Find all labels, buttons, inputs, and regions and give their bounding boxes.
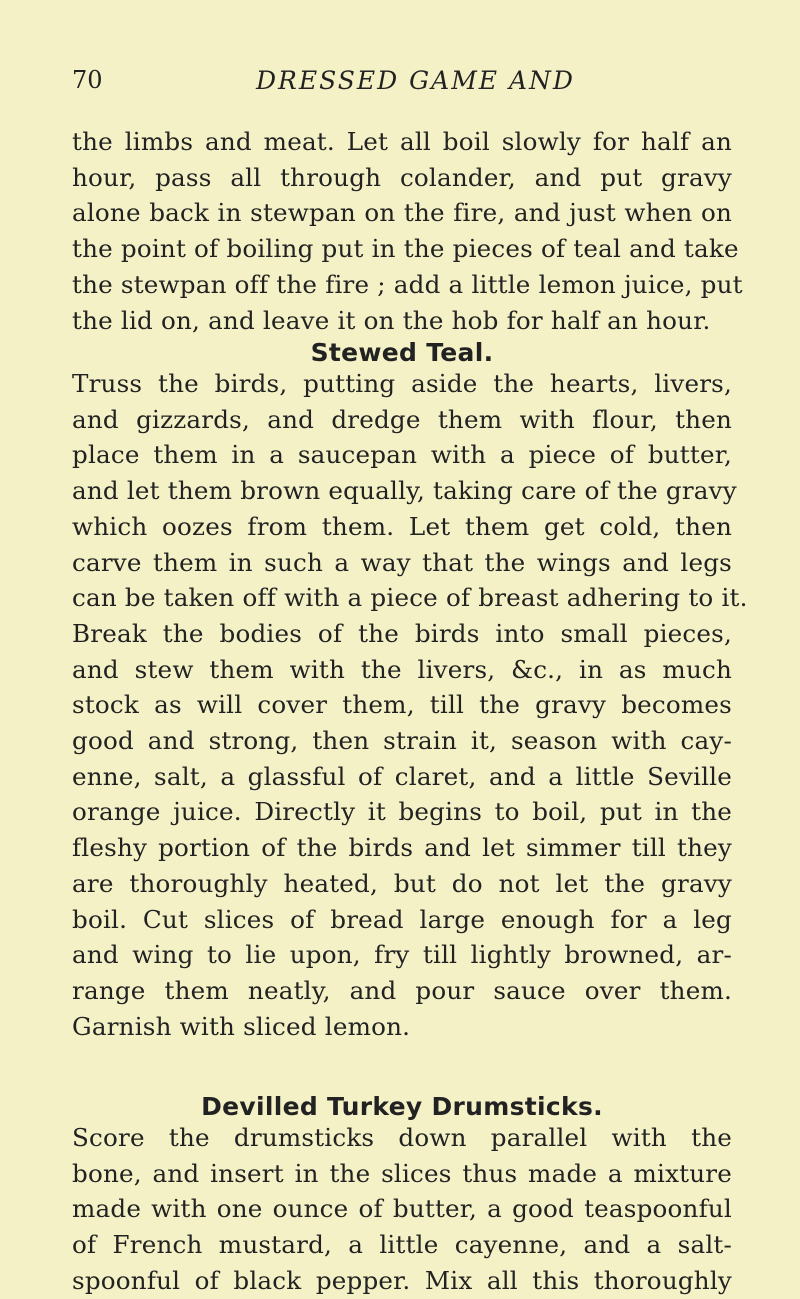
text-line: orange juice. Directly it begins to boil, put in the: [72, 797, 732, 827]
continued-paragraph: [72, 124, 743, 338]
text-line: good and strong, then strain it, season with cay-: [72, 726, 732, 756]
recipe-heading-devilled-turkey-drumsticks: Devilled Turkey Drumsticks.: [201, 1092, 603, 1121]
text-line: and let them brown equally, taking care of the gravy: [72, 476, 737, 506]
text-line: boil. Cut slices of bread large enough for a leg: [72, 904, 732, 934]
text-line: Score the drumsticks down parallel with the: [72, 1123, 732, 1152]
text-line: made with one ounce of butter, a good teaspoonful: [72, 1194, 732, 1224]
text-line: alone back in stewpan on the fire, and just when on: [72, 198, 732, 228]
recipe-heading-stewed-teal: Stewed Teal.: [310, 338, 494, 367]
text-line: can be taken off with a piece of breast adhering to it.: [72, 583, 748, 613]
text-line: which oozes from them. Let them get cold, then: [72, 511, 732, 541]
running-title: DRESSED GAME AND: [256, 66, 575, 95]
text-line: enne, salt, a glassful of claret, and a little Seville: [72, 761, 732, 791]
text-line: of French mustard, a little cayenne, and a salt-: [72, 1230, 732, 1260]
text-line: are thoroughly heated, but do not let the gravy: [72, 868, 732, 898]
text-line: and gizzards, and dredge them with flour, then: [72, 404, 732, 434]
recipe-body-devilled-turkey-drumsticks: [72, 1120, 732, 1299]
text-line: stock as will cover them, till the gravy becomes: [72, 690, 732, 720]
text-line: Truss the birds, putting aside the hearts, livers,: [72, 369, 732, 398]
text-line: spoonful of black pepper. Mix all this thoroughly: [72, 1265, 732, 1295]
text-line: bone, and insert in the slices thus made a mixture: [72, 1158, 732, 1188]
text-line: and stew them with the livers, &c., in as much: [72, 654, 732, 684]
recipe-body-stewed-teal: [72, 366, 748, 1044]
text-line: carve them in such a way that the wings and legs: [72, 547, 732, 577]
text-line: hour, pass all through colander, and put gravy: [72, 162, 732, 192]
text-line: fleshy portion of the birds and let simmer till they: [72, 833, 732, 863]
text-line: the lid on, and leave it on the hob for half an hour.: [72, 305, 711, 335]
text-line: the point of boiling put in the pieces of teal and take: [72, 234, 739, 264]
text-line: and wing to lie upon, fry till lightly browned, ar-: [72, 940, 732, 970]
text-line: range them neatly, and pour sauce over them.: [72, 975, 732, 1005]
page-number: 70: [72, 66, 103, 94]
text-line: place them in a saucepan with a piece of butter,: [72, 440, 732, 470]
text-line: the limbs and meat. Let all boil slowly for half an: [72, 127, 732, 156]
text-line: the stewpan off the fire ; add a little lemon juice, put: [72, 269, 743, 299]
text-line: Garnish with sliced lemon.: [72, 1011, 411, 1041]
text-line: Break the bodies of the birds into small pieces,: [72, 618, 732, 648]
running-head: [72, 60, 732, 104]
